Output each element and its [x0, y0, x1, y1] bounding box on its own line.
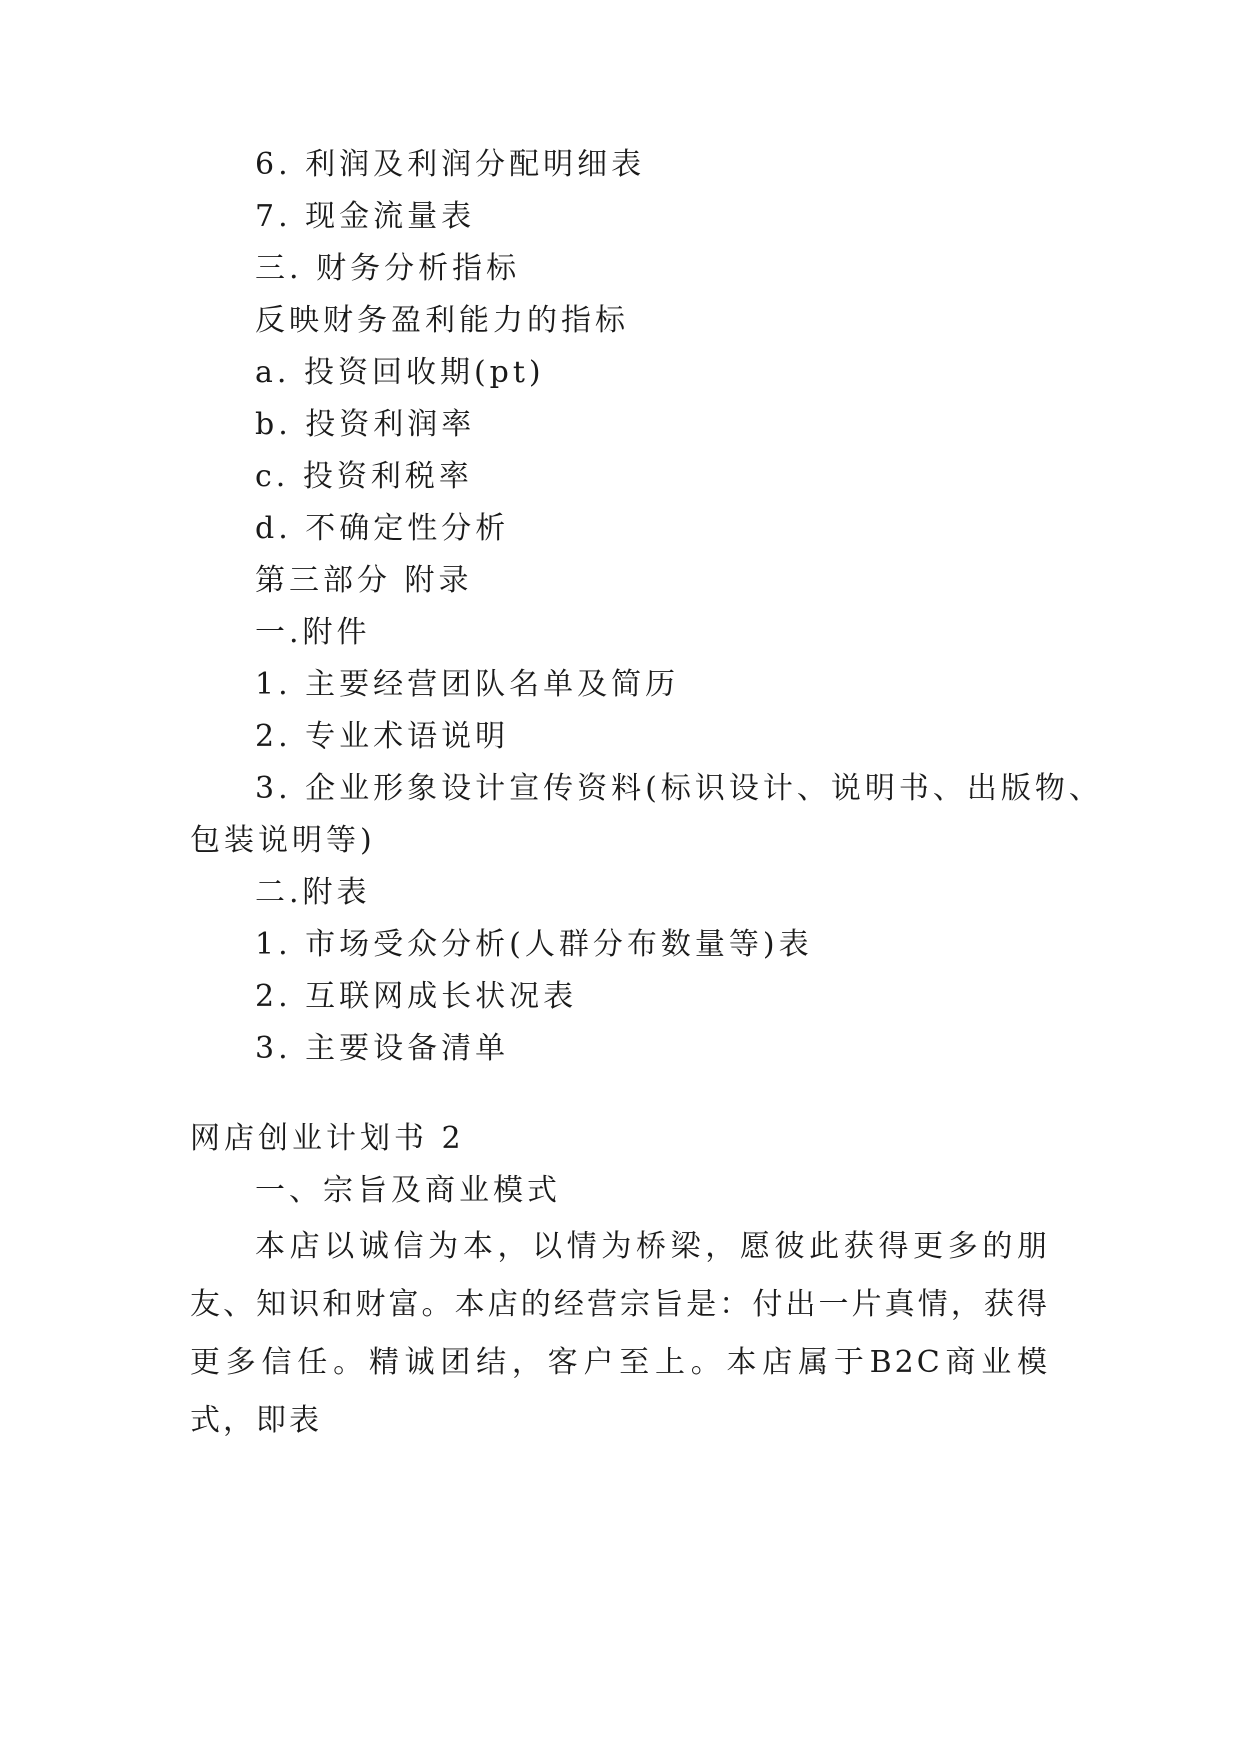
list-item: 7. 现金流量表: [255, 199, 476, 234]
list-item: 1. 市场受众分析(人群分布数量等)表: [255, 927, 813, 962]
list-item: 1. 主要经营团队名单及简历: [255, 667, 680, 702]
list-item: c. 投资利税率: [255, 459, 473, 494]
section-heading: 一.附件: [255, 615, 371, 650]
section-heading: 一、宗旨及商业模式: [255, 1173, 561, 1208]
subheading: 反映财务盈利能力的指标: [255, 303, 629, 338]
list-item: 6. 利润及利润分配明细表: [255, 147, 646, 182]
part-heading: 第三部分 附录: [255, 563, 473, 598]
list-item-wrapped-first: 3. 企业形象设计宣传资料(标识设计、说明书、出版物、: [255, 771, 1103, 806]
list-item: 2. 互联网成长状况表: [255, 979, 578, 1014]
body-paragraph-text: 本店以诚信为本，以情为桥梁，愿彼此获得更多的朋友、知识和财富。本店的经营宗旨是：付出一片真情，获得更多信任。精诚团结，客户至上。本店属于B2C商业模式，即表: [190, 1229, 1050, 1438]
section-heading: 二.附表: [255, 875, 371, 910]
list-item: 3. 主要设备清单: [255, 1031, 510, 1066]
list-item-wrapped-second: 包装说明等): [190, 823, 376, 858]
list-item: d. 不确定性分析: [255, 511, 510, 546]
document-title: 网店创业计划书 2: [190, 1121, 465, 1156]
list-item: b. 投资利润率: [255, 407, 476, 442]
section-heading: 三. 财务分析指标: [255, 251, 521, 286]
body-paragraph: [190, 1218, 1050, 1450]
list-item: a. 投资回收期(pt): [255, 355, 545, 390]
list-item: 2. 专业术语说明: [255, 719, 510, 754]
